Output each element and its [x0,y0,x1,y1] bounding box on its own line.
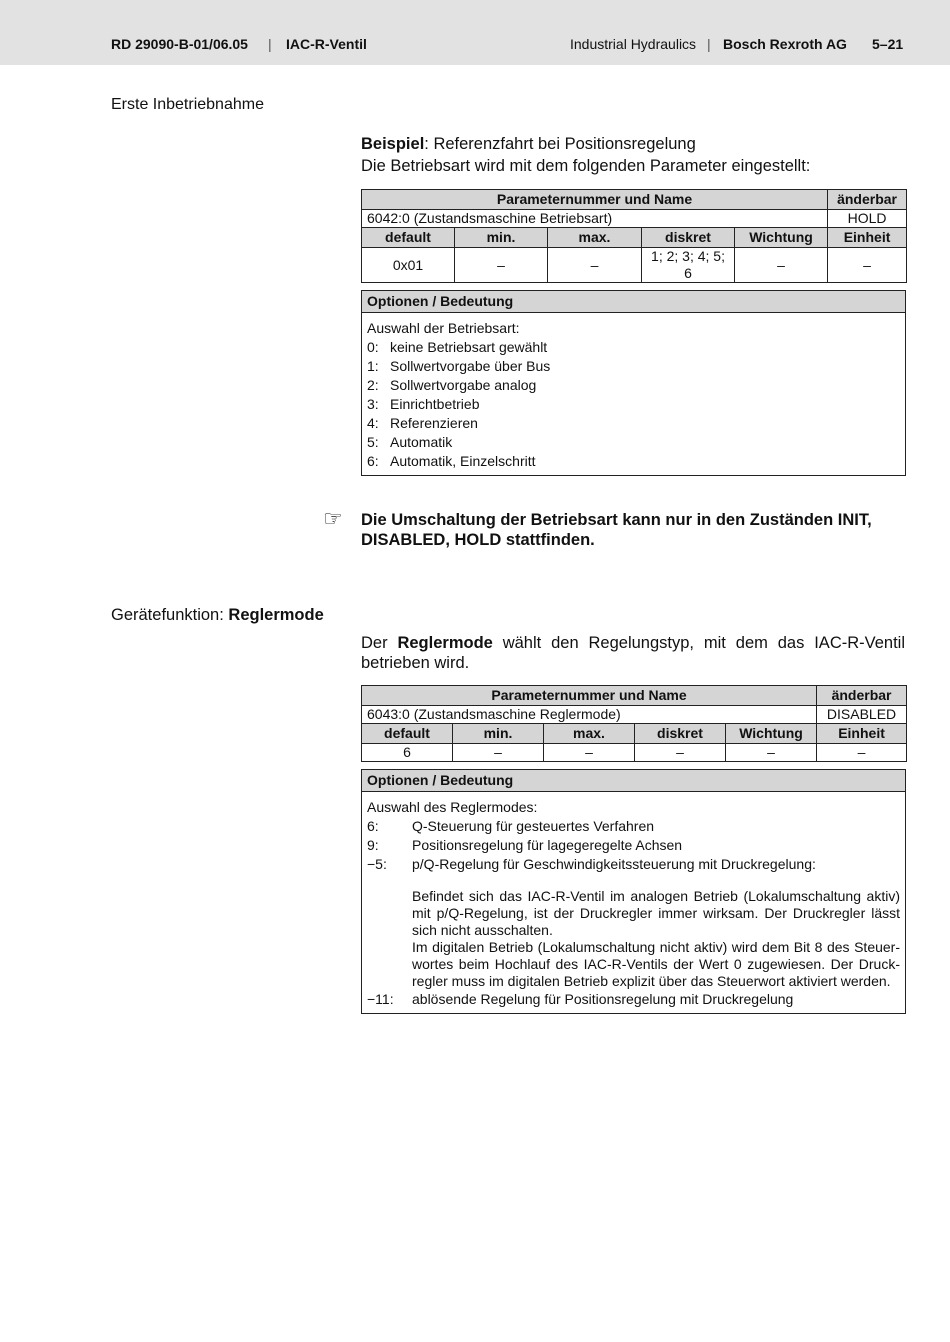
list-item: 2: Sollwertvorgabe analog [367,377,537,393]
options-box-betriebsart [361,290,906,476]
list-item: −11: ablösende Regelung für Positionsregelung mit Druckregelung [367,991,794,1007]
page-header [0,0,950,65]
options-intro: Auswahl des Reglermodes: [367,799,538,815]
value-einheit: – [817,744,907,762]
product-name: IAC-R-Ventil [286,36,367,52]
changeable-state: DISABLED [817,706,907,724]
value-wichtung: – [726,744,817,762]
table-head-name: Parameternummer und Name [362,686,817,706]
pointing-hand-icon: ☞ [323,506,343,531]
example-heading [361,133,905,177]
header-separator: | [707,36,711,52]
list-item: 3: Einrichtbetrieb [367,396,480,412]
example-intro: Die Betriebsart wird mit dem folgenden Parameter eingestellt: [361,157,811,175]
list-item: −5: p/Q-Regelung für Geschwindigkeitssteuerung mit Druckregelung: [367,856,816,872]
list-item: 4: Referenzieren [367,415,478,431]
table-head-changeable: änderbar [817,686,907,706]
value-default: 0x01 [362,248,455,283]
header-separator: | [268,36,272,52]
doc-id: RD 29090-B-01/06.05 [111,36,248,52]
value-default: 6 [362,744,453,762]
list-item: 0: keine Betriebsart gewählt [367,339,548,355]
division-name: Industrial Hydraulics [570,36,697,52]
options-head: Optionen / Bedeutung [362,291,905,313]
options-box-reglermode [361,769,906,1014]
function-heading [111,606,324,625]
parameter-table-6042 [361,189,907,283]
col-min: min. [453,724,544,744]
function-description: Der Reglermode wählt den Regelungstyp, mit dem das IAC-R-Ventil betrieben wird. [361,634,905,672]
table-head-changeable: änderbar [828,190,907,210]
value-max: – [544,744,635,762]
explanation-analog: Befindet sich das IAC-R-Ventil im analogen Betrieb (Lokalumschaltung aktiv) mit p/Q-Regelung, ist der Druckregler immer wirksam. Der Druckregler lässt sich nicht ausschalten. [412,888,900,938]
list-item: 6: Q-Steuerung für gesteuertes Verfahren [367,818,655,834]
value-einheit: – [828,248,907,283]
value-max: – [548,248,642,283]
value-diskret: – [635,744,726,762]
list-item: 5: Automatik [367,434,453,450]
note-text: Die Umschaltung der Betriebsart kann nur in den Zuständen INIT, DISABLED, HOLD stattfinden. [361,511,872,549]
col-wichtung: Wichtung [726,724,817,744]
list-item: 9: Positionsregelung für lagegeregelte Achsen [367,837,683,853]
explanation-block [412,888,900,990]
explanation-digital: Im digitalen Betrieb (Lokalumschaltung nicht aktiv) wird dem Bit 8 des Steuer-wortes beim Hochlauf des IAC-R-Ventils der Wert 0 zugewiesen. Der Druck-regler muss im digitalen Betrieb explizit über das Steuerwort aktiviert werden. [412,939,900,989]
example-label: Beispiel [361,135,425,153]
col-einheit: Einheit [828,228,907,248]
parameter-table-6043 [361,685,907,762]
options-intro: Auswahl der Betriebsart: [367,320,520,336]
options-head: Optionen / Bedeutung [362,770,905,792]
value-wichtung: – [735,248,828,283]
example-title: : Referenzfahrt bei Positionsregelung [424,135,696,153]
section-title: Erste Inbetriebnahme [111,96,264,113]
col-wichtung: Wichtung [735,228,828,248]
value-diskret: 1; 2; 3; 4; 5; 6 [642,248,735,283]
value-min: – [453,744,544,762]
col-min: min. [455,228,548,248]
col-default: default [362,228,455,248]
col-einheit: Einheit [817,724,907,744]
col-default: default [362,724,453,744]
col-diskret: diskret [642,228,735,248]
value-min: – [455,248,548,283]
col-diskret: diskret [635,724,726,744]
company-name: Bosch Rexroth AG [723,36,847,52]
list-item: 1: Sollwertvorgabe über Bus [367,358,551,374]
table-head-name: Parameternummer und Name [362,190,828,210]
function-name: Reglermode [228,606,324,624]
col-max: max. [544,724,635,744]
parameter-name: 6043:0 (Zustandsmaschine Reglermode) [362,706,817,724]
function-label: Gerätefunktion: [111,606,229,624]
parameter-name: 6042:0 (Zustandsmaschine Betriebsart) [362,210,828,228]
page-number: 5–21 [872,36,904,52]
changeable-state: HOLD [828,210,907,228]
col-max: max. [548,228,642,248]
list-item: 6: Automatik, Einzelschritt [367,453,536,469]
